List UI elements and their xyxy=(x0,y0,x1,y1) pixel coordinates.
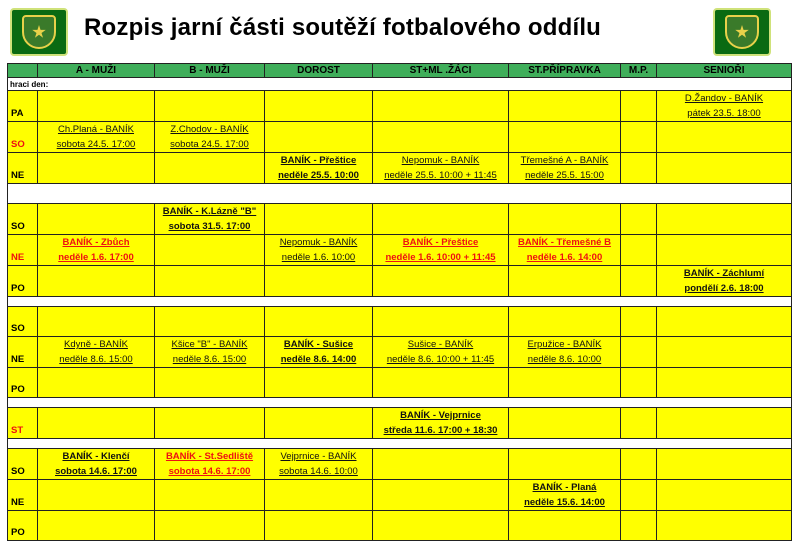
match-date: pondělí 2.6. 18:00 xyxy=(684,283,764,294)
week-separator xyxy=(8,398,792,408)
schedule-row xyxy=(8,511,792,541)
schedule-body xyxy=(8,91,792,541)
match-date: středa 11.6. 17:00 + 18:30 xyxy=(383,425,498,436)
match-cell xyxy=(509,337,621,368)
match-cell xyxy=(373,153,509,184)
match-cell xyxy=(155,153,265,184)
match-date: neděle 8.6. 15:00 xyxy=(172,354,247,365)
match-cell xyxy=(621,408,657,439)
match-date: neděle 1.6. 14:00 xyxy=(526,252,603,263)
schedule-row xyxy=(8,307,792,337)
match-cell xyxy=(38,480,155,511)
match-cell xyxy=(509,91,621,122)
match-cell xyxy=(621,337,657,368)
match-cell xyxy=(657,511,792,541)
match-teams: Nepomuk - BANÍK xyxy=(401,155,480,166)
match-teams: Kdyně - BANÍK xyxy=(64,339,128,350)
match-cell xyxy=(373,368,509,398)
match-cell xyxy=(509,266,621,297)
match-cell xyxy=(38,449,155,480)
match-teams: Nepomuk - BANÍK xyxy=(279,237,358,248)
match-cell xyxy=(657,235,792,266)
col-header: B - MUŽI xyxy=(155,64,265,78)
match-date: sobota 14.6. 17:00 xyxy=(168,466,251,477)
match-cell xyxy=(265,266,373,297)
separator-cell xyxy=(8,184,792,204)
match-cell xyxy=(657,153,792,184)
day-cell: NE xyxy=(8,235,38,266)
match-cell xyxy=(509,480,621,511)
day-cell: PO xyxy=(8,368,38,398)
day-cell: SO xyxy=(8,204,38,235)
match-teams: BANÍK - Planá xyxy=(532,482,597,493)
match-cell xyxy=(509,408,621,439)
match-cell xyxy=(621,153,657,184)
match-date: neděle 25.5. 10:00 + 11:45 xyxy=(384,170,497,181)
match-cell xyxy=(265,122,373,153)
match-cell xyxy=(155,307,265,337)
match-date: neděle 8.6. 14:00 xyxy=(280,354,357,365)
schedule-row xyxy=(8,153,792,184)
day-cell: SO xyxy=(8,449,38,480)
match-cell xyxy=(509,449,621,480)
day-cell: SO xyxy=(8,307,38,337)
match-cell xyxy=(38,511,155,541)
match-teams: BANÍK - Přeštice xyxy=(280,155,357,166)
info-row xyxy=(8,78,792,91)
info-label: hraci den: xyxy=(8,78,792,91)
col-header: A - MUŽI xyxy=(38,64,155,78)
match-cell xyxy=(38,266,155,297)
match-cell xyxy=(621,91,657,122)
match-cell xyxy=(373,204,509,235)
week-separator xyxy=(8,184,792,204)
match-cell xyxy=(657,337,792,368)
day-cell: NE xyxy=(8,153,38,184)
day-cell: PO xyxy=(8,266,38,297)
match-date: sobota 14.6. 17:00 xyxy=(55,466,137,477)
match-date: neděle 1.6. 10:00 xyxy=(281,252,356,263)
separator-cell xyxy=(8,297,792,307)
match-cell xyxy=(155,204,265,235)
match-cell xyxy=(621,204,657,235)
match-cell xyxy=(38,408,155,439)
match-cell xyxy=(38,307,155,337)
match-cell xyxy=(265,449,373,480)
day-cell: ST xyxy=(8,408,38,439)
match-cell xyxy=(155,408,265,439)
match-teams: Ch.Planá - BANÍK xyxy=(57,124,135,135)
match-teams: Vejprnice - BANÍK xyxy=(280,451,357,462)
separator-cell xyxy=(8,439,792,449)
match-cell xyxy=(509,153,621,184)
day-cell: SO xyxy=(8,122,38,153)
match-cell xyxy=(155,235,265,266)
match-date: neděle 8.6. 10:00 xyxy=(527,354,602,365)
match-cell xyxy=(509,122,621,153)
match-cell xyxy=(373,122,509,153)
match-cell xyxy=(657,307,792,337)
match-cell xyxy=(155,266,265,297)
match-teams: Sušice - BANÍK xyxy=(407,339,474,350)
match-cell xyxy=(657,91,792,122)
col-header: M.P. xyxy=(621,64,657,78)
match-cell xyxy=(155,337,265,368)
match-cell xyxy=(38,153,155,184)
match-date: sobota 24.5. 17:00 xyxy=(56,139,136,150)
match-date: neděle 8.6. 15:00 xyxy=(59,354,133,365)
match-cell xyxy=(621,235,657,266)
match-teams: BANÍK - Zbůch xyxy=(62,237,130,248)
match-cell xyxy=(509,235,621,266)
match-cell xyxy=(155,449,265,480)
match-date: neděle 25.5. 10:00 xyxy=(278,170,359,181)
match-cell xyxy=(155,368,265,398)
match-cell xyxy=(621,368,657,398)
match-cell xyxy=(38,368,155,398)
match-teams: BANÍK - K.Lázně "B" xyxy=(162,206,257,217)
match-teams: Kšice "B" - BANÍK xyxy=(171,339,248,350)
match-cell xyxy=(155,122,265,153)
match-cell xyxy=(265,204,373,235)
day-cell: PO xyxy=(8,511,38,541)
schedule-row xyxy=(8,368,792,398)
match-cell xyxy=(373,337,509,368)
club-crest-icon xyxy=(10,8,68,56)
match-cell xyxy=(621,266,657,297)
match-cell xyxy=(621,122,657,153)
col-header: SENIOŘI xyxy=(657,64,792,78)
col-header: ST.PŘÍPRAVKA xyxy=(509,64,621,78)
match-cell xyxy=(265,368,373,398)
match-teams: BANÍK - Sušice xyxy=(283,339,354,350)
match-cell xyxy=(265,91,373,122)
match-teams: BANÍK - Přeštice xyxy=(402,237,479,248)
match-date: sobota 14.6. 10:00 xyxy=(279,466,358,477)
page-header xyxy=(0,0,800,62)
match-cell xyxy=(509,511,621,541)
schedule-row xyxy=(8,91,792,122)
match-cell xyxy=(657,449,792,480)
match-teams: BANÍK - St.Sedliště xyxy=(165,451,254,462)
schedule-table xyxy=(7,63,792,541)
match-cell xyxy=(657,204,792,235)
match-teams: Z.Chodov - BANÍK xyxy=(170,124,249,135)
day-cell: NE xyxy=(8,337,38,368)
match-cell xyxy=(621,307,657,337)
match-cell xyxy=(509,204,621,235)
match-cell xyxy=(155,511,265,541)
match-date: neděle 25.5. 15:00 xyxy=(525,170,604,181)
match-cell xyxy=(265,153,373,184)
match-teams: D.Žandov - BANÍK xyxy=(684,93,764,104)
match-cell xyxy=(265,337,373,368)
match-cell xyxy=(509,368,621,398)
schedule-row xyxy=(8,480,792,511)
match-cell xyxy=(373,235,509,266)
match-cell xyxy=(657,122,792,153)
match-date: neděle 8.6. 10:00 + 11:45 xyxy=(386,354,495,365)
match-teams: BANÍK - Třemešné B xyxy=(518,237,611,248)
schedule-row xyxy=(8,204,792,235)
match-cell xyxy=(265,235,373,266)
match-cell xyxy=(657,480,792,511)
schedule-row xyxy=(8,449,792,480)
match-date: neděle 1.6. 10:00 + 11:45 xyxy=(385,252,496,263)
match-cell xyxy=(373,91,509,122)
schedule-row xyxy=(8,408,792,439)
match-cell xyxy=(509,307,621,337)
schedule-row xyxy=(8,122,792,153)
separator-cell xyxy=(8,398,792,408)
match-cell xyxy=(373,307,509,337)
schedule-row xyxy=(8,235,792,266)
match-date: sobota 31.5. 17:00 xyxy=(168,221,251,232)
col-header: ST+ML .ŽÁCI xyxy=(373,64,509,78)
match-date: neděle 1.6. 17:00 xyxy=(58,252,134,263)
day-cell: NE xyxy=(8,480,38,511)
match-cell xyxy=(657,408,792,439)
match-cell xyxy=(265,511,373,541)
match-date: sobota 24.5. 17:00 xyxy=(170,139,249,150)
match-cell xyxy=(373,480,509,511)
match-cell xyxy=(38,91,155,122)
match-cell xyxy=(265,307,373,337)
match-cell xyxy=(373,266,509,297)
page-title: Rozpis jarní části soutěží fotbalového oddílu xyxy=(84,14,602,41)
day-cell: PA xyxy=(8,91,38,122)
match-date: neděle 15.6. 14:00 xyxy=(524,497,605,508)
match-cell xyxy=(38,235,155,266)
schedule-row xyxy=(8,266,792,297)
match-cell xyxy=(621,449,657,480)
match-cell xyxy=(621,480,657,511)
corner-cell xyxy=(8,64,38,78)
match-cell xyxy=(265,408,373,439)
col-header: DOROST xyxy=(265,64,373,78)
match-teams: Erpužice - BANÍK xyxy=(527,339,602,350)
club-crest-icon xyxy=(713,8,771,56)
match-cell xyxy=(38,204,155,235)
match-teams: Třemešné A - BANÍK xyxy=(520,155,609,166)
match-cell xyxy=(373,408,509,439)
match-cell xyxy=(373,511,509,541)
schedule-row xyxy=(8,337,792,368)
header-row xyxy=(8,64,792,78)
match-teams: BANÍK - Klenčí xyxy=(62,451,130,462)
week-separator xyxy=(8,439,792,449)
match-date: pátek 23.5. 18:00 xyxy=(687,108,761,119)
match-cell xyxy=(657,266,792,297)
match-teams: BANÍK - Vejprnice xyxy=(400,410,481,421)
match-cell xyxy=(38,122,155,153)
match-cell xyxy=(155,480,265,511)
match-cell xyxy=(155,91,265,122)
match-teams: BANÍK - Záchlumí xyxy=(683,268,765,279)
week-separator xyxy=(8,297,792,307)
match-cell xyxy=(38,337,155,368)
match-cell xyxy=(265,480,373,511)
match-cell xyxy=(621,511,657,541)
match-cell xyxy=(373,449,509,480)
match-cell xyxy=(657,368,792,398)
